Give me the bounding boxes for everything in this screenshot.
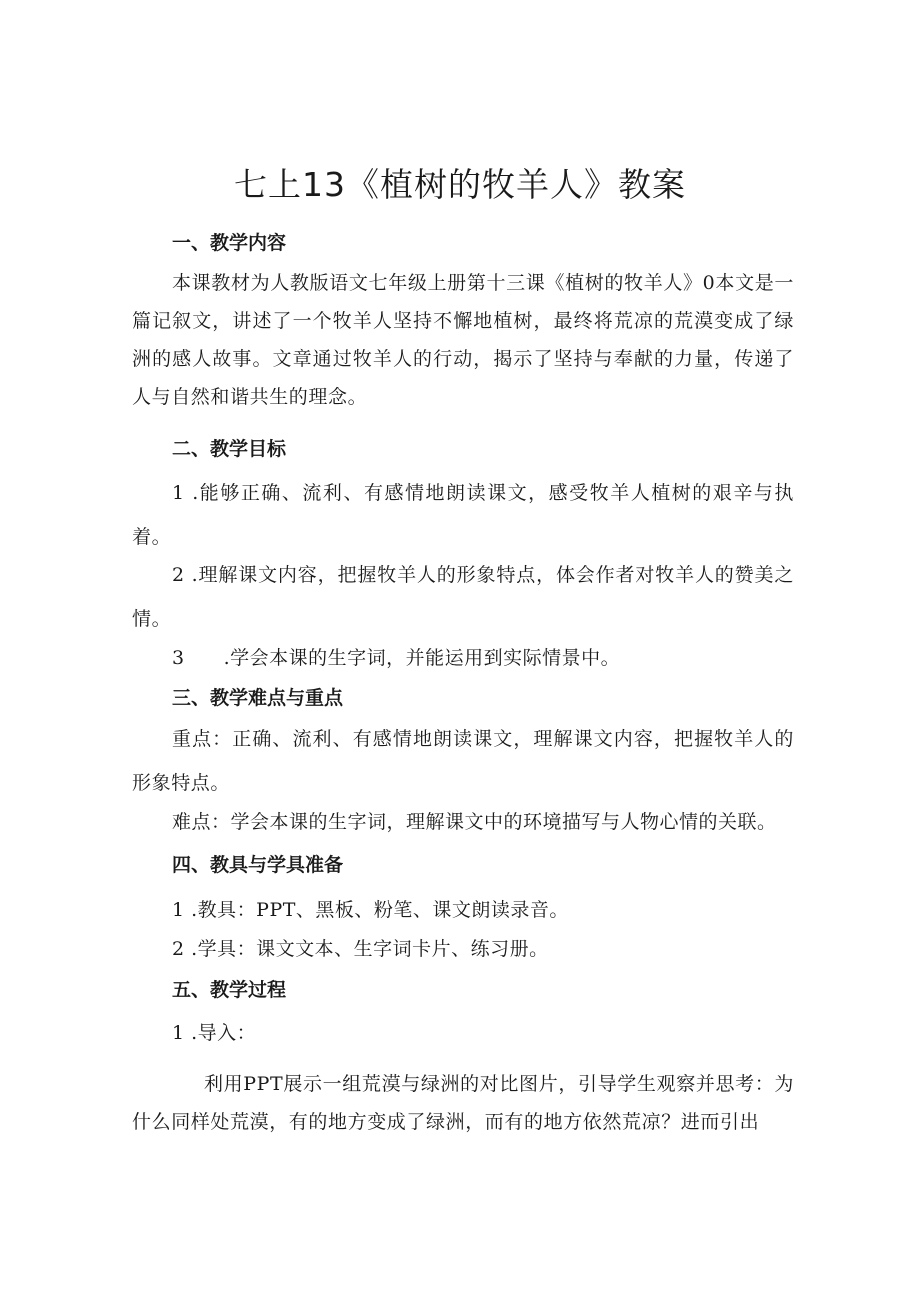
materials-item-2: 2 .学具：课文文本、生字词卡片、练习册。	[172, 938, 549, 960]
process-item-1: 1 .导入：	[172, 1022, 257, 1044]
goal-item-2: 2 .理解课文内容，把握牧羊人的形象特点，体会作者对牧羊人的赞美之情。	[132, 564, 794, 630]
document-title: 七上13《植树的牧羊人》教案	[234, 165, 686, 204]
section-heading-materials: 四、教具与学具准备	[172, 854, 344, 876]
materials-item-1: 1 .教具：PPT、黑板、粉笔、课文朗读录音。	[172, 899, 569, 921]
content-paragraph: 本课教材为人教版语文七年级上册第十三课《植树的牧羊人》0本文是一篇记叙文，讲述了一个牧羊人坚持不懈地植树，最终将荒凉的荒漠变成了绿洲的感人故事。文章通过牧羊人的行动，揭示了坚持与奉献的力量，传递了人与自然和谐共生的理念。	[132, 272, 794, 408]
section-heading-goals: 二、教学目标	[172, 438, 287, 460]
process-paragraph: 利用PPT展示一组荒漠与绿洲的对比图片，引导学生观察并思考：为什么同样处荒漠，有的地方变成了绿洲，而有的地方依然荒凉？进而引出	[132, 1073, 794, 1133]
goal-item-1: 1 .能够正确、流利、有感情地朗读课文，感受牧羊人植树的艰辛与执着。	[132, 482, 794, 548]
goal-item-3: 3 .学会本课的生字词，并能运用到实际情景中。	[172, 647, 621, 669]
section-heading-content: 一、教学内容	[172, 232, 287, 254]
section-heading-process: 五、教学过程	[172, 979, 287, 1001]
focus-paragraph: 重点：正确、流利、有感情地朗读课文，理解课文内容，把握牧羊人的形象特点。	[132, 728, 794, 794]
difficulty-paragraph: 难点：学会本课的生字词，理解课文中的环境描写与人物心情的关联。	[172, 811, 777, 833]
section-heading-key-points: 三、教学难点与重点	[172, 687, 344, 709]
